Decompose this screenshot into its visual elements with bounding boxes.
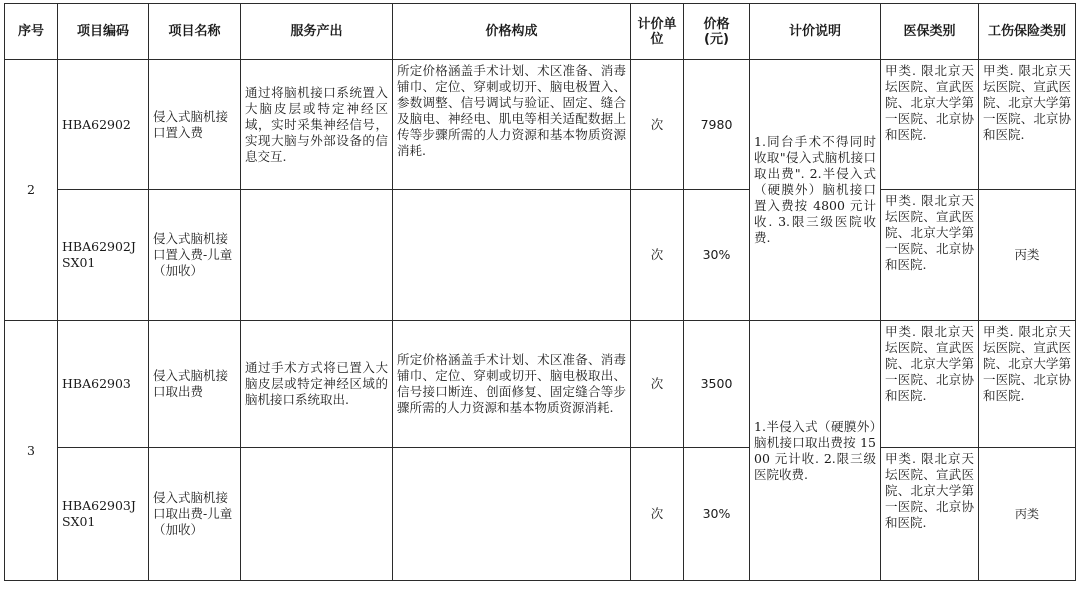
code-cell: HBA62902 — [58, 60, 149, 190]
note-cell: 1.同台手术不得同时收取"侵入式脑机接口取出费". 2.半侵入式（硬膜外）脑机接口置入费按 4800 元计收. 3.限三级医院收费. — [750, 60, 881, 321]
pricing-table — [4, 3, 1076, 581]
code-cell: HBA62902JSX01 — [58, 190, 149, 321]
name-cell: 侵入式脑机接口取出费-儿童（加收） — [149, 448, 241, 581]
price-cell: 30% — [684, 448, 750, 581]
unit-cell: 次 — [631, 448, 684, 581]
service-cell — [241, 190, 393, 321]
service-cell — [241, 448, 393, 581]
header-medical-insurance: 医保类别 — [881, 4, 979, 60]
table-row — [5, 321, 1076, 448]
table-row — [5, 448, 1076, 581]
table-row — [5, 190, 1076, 321]
header-injury-insurance: 工伤保险类别 — [979, 4, 1076, 60]
table-row — [5, 60, 1076, 190]
header-note: 计价说明 — [750, 4, 881, 60]
composition-cell: 所定价格涵盖手术计划、术区准备、消毒铺巾、定位、穿刺或切开、脑电极置入、参数调整、信号调试与验证、固定、缝合及脑电、神经电、肌电等相关适配数据上传等步骤所需的人力资源和基本物质资源消耗. — [393, 60, 631, 190]
code-cell: HBA62903JSX01 — [58, 448, 149, 581]
price-cell: 30% — [684, 190, 750, 321]
header-row — [5, 4, 1076, 60]
seq-cell: 3 — [5, 321, 58, 581]
injury-insurance-cell: 甲类. 限北京天坛医院、宣武医院、北京大学第一医院、北京协和医院. — [979, 321, 1076, 448]
header-unit: 计价单位 — [631, 4, 684, 60]
unit-cell: 次 — [631, 190, 684, 321]
code-cell: HBA62903 — [58, 321, 149, 448]
header-seq: 序号 — [5, 4, 58, 60]
injury-insurance-cell: 丙类 — [979, 448, 1076, 581]
unit-cell: 次 — [631, 60, 684, 190]
header-code: 项目编码 — [58, 4, 149, 60]
header-service: 服务产出 — [241, 4, 393, 60]
note-cell: 1.半侵入式（硬膜外）脑机接口取出费按 1500 元计收. 2.限三级医院收费. — [750, 321, 881, 581]
name-cell: 侵入式脑机接口置入费 — [149, 60, 241, 190]
seq-cell: 2 — [5, 60, 58, 321]
medical-insurance-cell: 甲类. 限北京天坛医院、宣武医院、北京大学第一医院、北京协和医院. — [881, 190, 979, 321]
unit-cell: 次 — [631, 321, 684, 448]
header-name: 项目名称 — [149, 4, 241, 60]
composition-cell — [393, 190, 631, 321]
name-cell: 侵入式脑机接口置入费-儿童（加收） — [149, 190, 241, 321]
price-cell: 3500 — [684, 321, 750, 448]
header-price: 价格(元) — [684, 4, 750, 60]
service-cell: 通过手术方式将已置入大脑皮层或特定神经区域的脑机接口系统取出. — [241, 321, 393, 448]
medical-insurance-cell: 甲类. 限北京天坛医院、宣武医院、北京大学第一医院、北京协和医院. — [881, 321, 979, 448]
price-cell: 7980 — [684, 60, 750, 190]
composition-cell — [393, 448, 631, 581]
name-cell: 侵入式脑机接口取出费 — [149, 321, 241, 448]
medical-insurance-cell: 甲类. 限北京天坛医院、宣武医院、北京大学第一医院、北京协和医院. — [881, 448, 979, 581]
header-composition: 价格构成 — [393, 4, 631, 60]
injury-insurance-cell: 丙类 — [979, 190, 1076, 321]
injury-insurance-cell: 甲类. 限北京天坛医院、宣武医院、北京大学第一医院、北京协和医院. — [979, 60, 1076, 190]
pricing-table-container — [4, 3, 1076, 581]
composition-cell: 所定价格涵盖手术计划、术区准备、消毒铺巾、定位、穿刺或切开、脑电极取出、信号接口断连、创面修复、固定缝合等步骤所需的人力资源和基本物质资源消耗. — [393, 321, 631, 448]
medical-insurance-cell: 甲类. 限北京天坛医院、宣武医院、北京大学第一医院、北京协和医院. — [881, 60, 979, 190]
service-cell: 通过将脑机接口系统置入大脑皮层或特定神经区域，实时采集神经信号，实现大脑与外部设备的信息交互. — [241, 60, 393, 190]
